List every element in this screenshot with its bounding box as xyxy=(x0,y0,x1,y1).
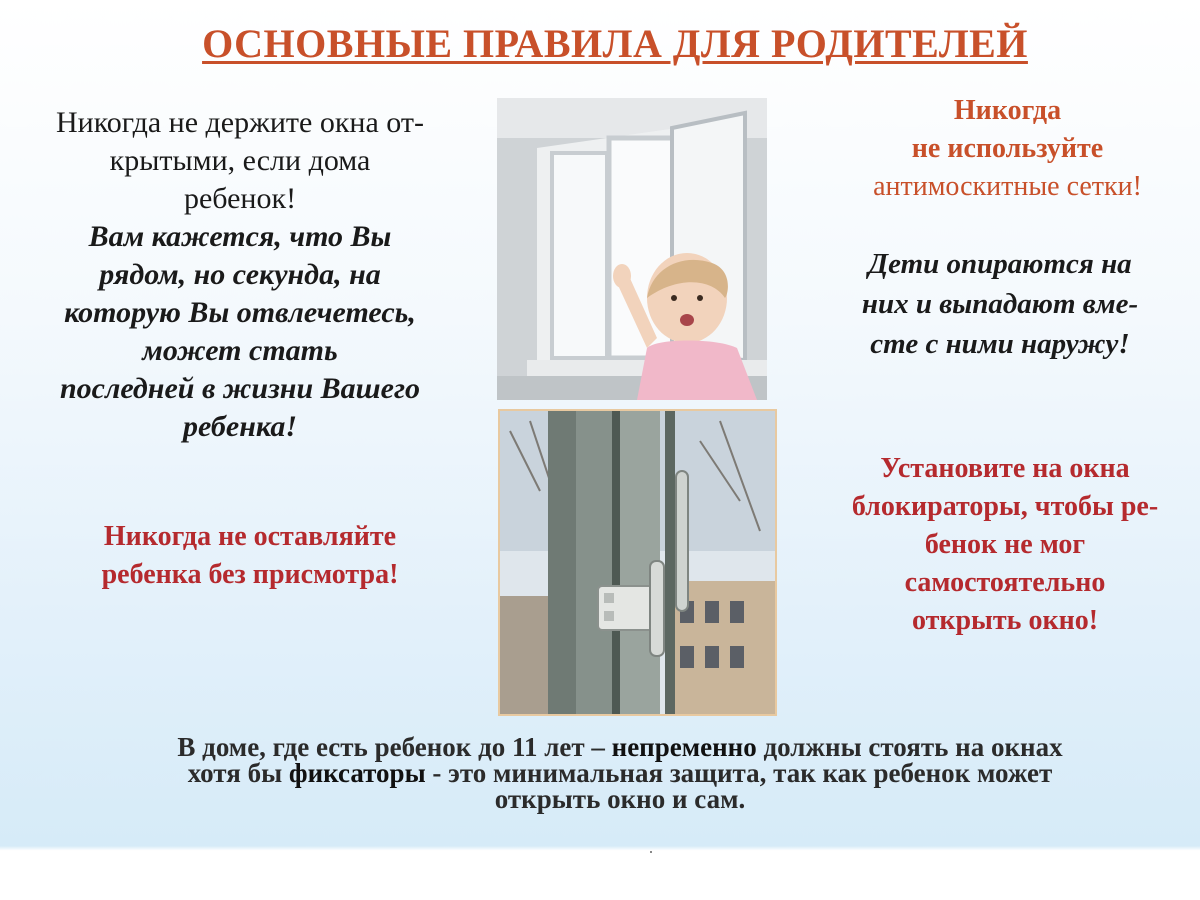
right-mid-rule xyxy=(820,244,1180,364)
bottom-part-2: должны стоять на окнах xyxy=(756,732,1063,762)
bottom-emphasis-2: фиксаторы xyxy=(288,758,426,788)
left-italic-5: последней в жизни Вашего xyxy=(59,372,421,405)
right-top-rule xyxy=(820,92,1195,206)
right-bottom-line-2: блокираторы, чтобы ре- xyxy=(851,491,1159,522)
bottom-part-3: хотя бы xyxy=(187,758,289,788)
bottom-note xyxy=(40,734,1200,812)
bottom-line-1 xyxy=(40,734,1200,760)
bottom-line-3: открыть окно и сам. xyxy=(494,784,746,814)
child-window-illustration xyxy=(497,98,767,400)
left-line-2: крытыми, если дома xyxy=(109,144,371,177)
right-bottom-rule xyxy=(815,450,1195,640)
bottom-part-4: - это минимальная защита, так как ребенок может xyxy=(425,758,1053,788)
left-warning-line-1: Никогда не оставляйте xyxy=(103,521,397,552)
bottom-emphasis-1: непременно xyxy=(611,732,757,762)
right-top-line-2: не используйте xyxy=(911,133,1104,164)
left-italic-3: которую Вы отвлечетесь, xyxy=(64,296,416,329)
stray-dot xyxy=(650,851,652,853)
right-bottom-line-4: самостоятельно xyxy=(904,567,1106,598)
window-lock-photo xyxy=(498,409,777,716)
left-line-3: ребенок! xyxy=(183,182,297,215)
right-bottom-line-1: Установите на окна xyxy=(880,453,1130,484)
window-lock-illustration xyxy=(500,411,775,714)
bottom-part-1: В доме, где есть ребенок до 11 лет – xyxy=(177,732,612,762)
left-italic-4: может стать xyxy=(142,334,338,367)
right-bottom-line-5: открыть окно! xyxy=(911,605,1099,636)
right-top-line-1: Никогда xyxy=(953,95,1062,126)
page-title: ОСНОВНЫЕ ПРАВИЛА ДЛЯ РОДИТЕЛЕЙ xyxy=(202,21,1028,66)
left-warning-line-2: ребенка без присмотра! xyxy=(101,559,399,590)
left-italic-6: ребенка! xyxy=(183,410,297,443)
right-bottom-line-3: бенок не мог xyxy=(924,529,1086,560)
right-mid-line-2: них и выпадают вме- xyxy=(861,288,1139,320)
right-mid-line-1: Дети опираются на xyxy=(868,248,1132,280)
child-window-photo xyxy=(497,98,767,400)
bottom-line-2 xyxy=(40,760,1200,786)
left-warning xyxy=(40,518,460,594)
left-italic-1: Вам кажется, что Вы xyxy=(88,220,392,253)
left-italic-2: рядом, но секунда, на xyxy=(99,258,381,291)
right-top-line-3: антимоскитные сетки! xyxy=(873,171,1142,202)
left-line-1: Никогда не держите окна от- xyxy=(56,106,424,139)
right-mid-line-3: сте с ними наружу! xyxy=(870,328,1130,360)
left-rule-block xyxy=(20,104,460,446)
